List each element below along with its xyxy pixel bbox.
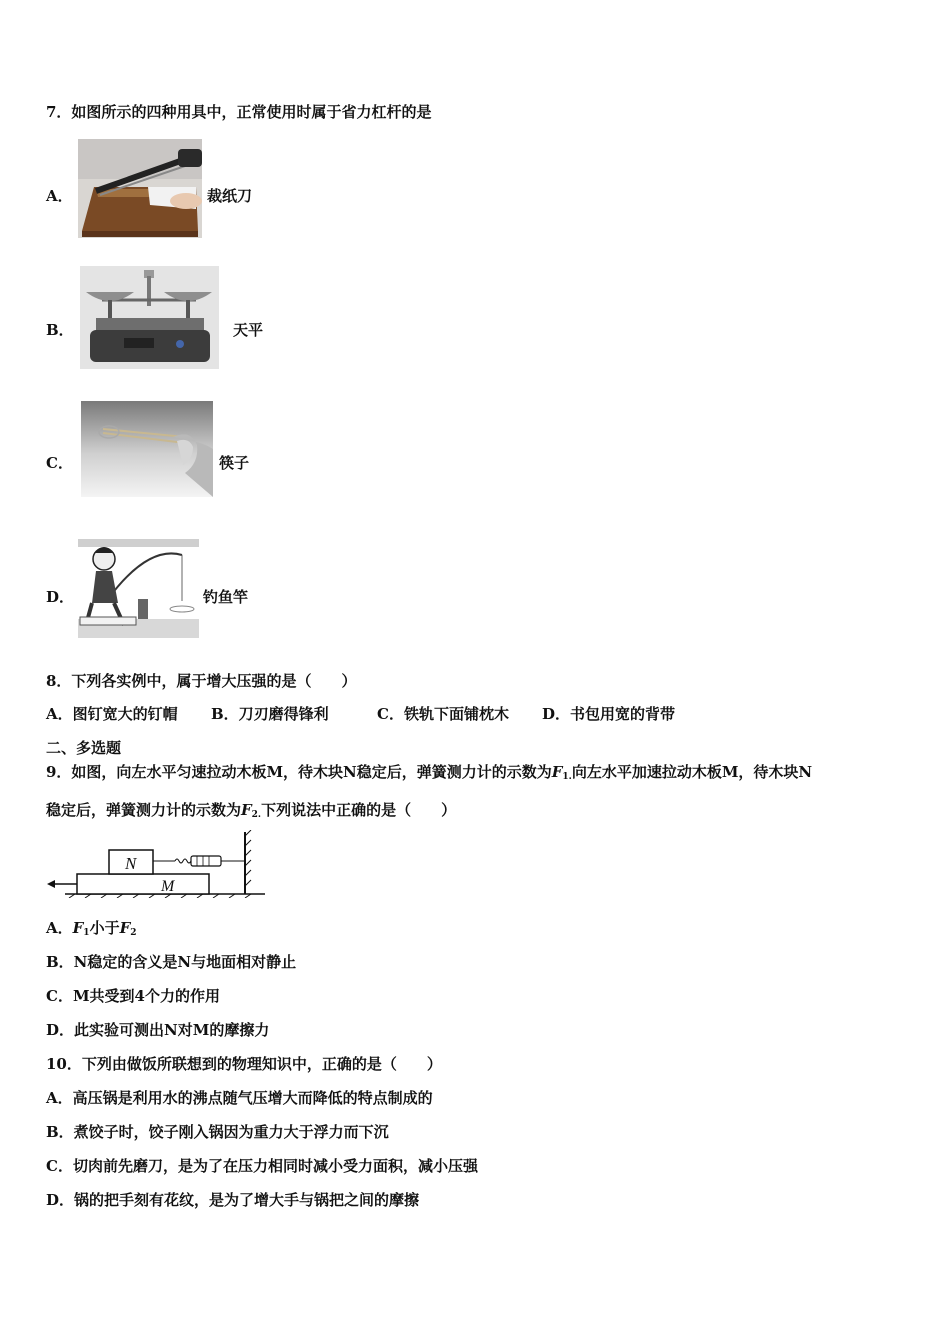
q7-option-d-label: 钓鱼竿 (203, 588, 249, 606)
q9-option-d: D．此实验可测出N对M的摩擦力 (46, 1021, 270, 1039)
q10-option-b: B．煮饺子时，饺子刚入锅因为重力大于浮力而下沉 (46, 1123, 389, 1141)
q7-option-a-letter: A． (46, 187, 73, 205)
chopsticks-photo (81, 401, 213, 497)
section-heading: 二、多选题 (46, 739, 122, 757)
friction-experiment-diagram (45, 830, 267, 898)
q7-option-c-letter: C． (46, 454, 73, 472)
q8-option-b: B．刀刃磨得锋利 (211, 705, 329, 723)
diagram-label-m: M (161, 878, 175, 895)
q10-stem: 10．下列由做饭所联想到的物理知识中，正确的是（ ） (46, 1055, 442, 1073)
q7-option-c-label: 筷子 (219, 454, 250, 472)
q7-stem: 7．如图所示的四种用具中，正常使用时属于省力杠杆的是 (46, 103, 432, 121)
q9-stem-line-1: 9．如图，向左水平匀速拉动木板M，待木块N稳定后，弹簧测力计的示数为$F_{1.}$向左水平加速拉动木板M，待木块N (46, 763, 813, 782)
q9-option-b: B．N稳定的含义是N与地面相对静止 (46, 953, 297, 971)
q7-option-a-label: 裁纸刀 (207, 187, 253, 205)
q9-stem-line-2: 稳定后，弹簧测力计的示数为$F_{2.}$下列说法中正确的是（ ） (46, 801, 457, 820)
q10-option-c: C．切肉前先磨刀，是为了在压力相同时减小受力面积，减小压强 (46, 1157, 478, 1175)
q7-option-d-letter: D． (46, 588, 75, 606)
q8-option-c: C．铁轨下面铺枕木 (377, 705, 509, 723)
q8-option-a: A．图钉宽大的钉帽 (46, 705, 178, 723)
fishing-rod-cartoon (78, 539, 199, 638)
q10-option-d: D．锅的把手刻有花纹，是为了增大手与锅把之间的摩擦 (46, 1191, 420, 1209)
q7-option-b-letter: B． (46, 321, 74, 339)
diagram-label-n: N (125, 854, 137, 873)
q9-option-c: C．M共受到4个力的作用 (46, 987, 220, 1005)
q8-stem: 8．下列各实例中，属于增大压强的是（ ） (46, 672, 357, 690)
balance-scale-photo (80, 266, 219, 369)
q10-option-a: A．高压锅是利用水的沸点随气压增大而降低的特点制成的 (46, 1089, 433, 1107)
q9-option-a: A．$F_1$小于$F_2$ (46, 919, 137, 938)
q8-option-d: D．书包用宽的背带 (542, 705, 676, 723)
q7-option-b-label: 天平 (233, 321, 264, 339)
paper-cutter-photo (78, 139, 202, 238)
